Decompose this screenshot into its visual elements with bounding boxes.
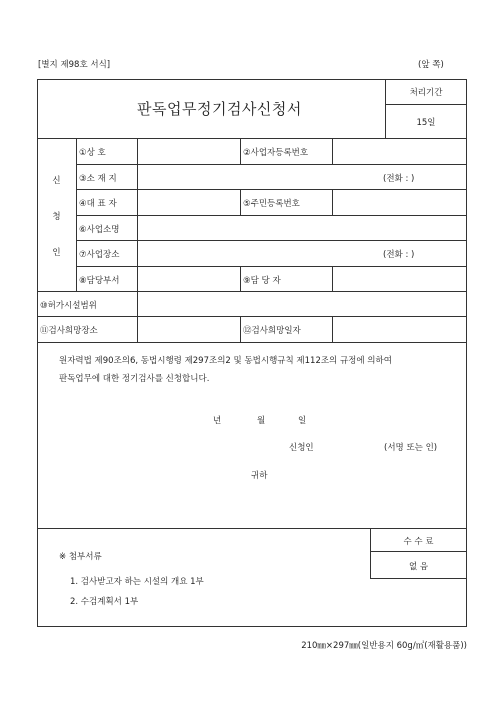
recipient-label: 귀하 [251,471,268,481]
attachment-item: 2. 수검계획서 1부 [70,597,139,607]
address-field[interactable] [138,165,466,188]
representative-field[interactable] [138,190,239,214]
business-reg-number-field[interactable] [333,139,466,163]
department-field[interactable] [138,267,239,290]
representative-label: ④대 표 자 [79,199,117,209]
facility-scope-label: ⑩허가시설범위 [40,301,97,311]
phone-label: (전화 : ) [383,250,415,260]
divider [240,189,241,215]
inspection-date-field[interactable] [333,317,466,341]
form-number-label: [별지 제98호 서식] [38,60,111,70]
applicant-group-char: 청 [52,212,61,222]
divider [76,138,77,291]
manager-label: ⑨담 당 자 [243,276,281,286]
statement-text-line: 판독업무에 대한 정기검사를 신청합니다. [59,374,210,384]
divider [240,138,241,164]
statement-text-line: 원자력법 제90조의6, 동법시행령 제297조의2 및 동법시행규칙 제112조의 규정에 의하여 [59,356,392,366]
processing-period-value: 15일 [416,118,436,128]
divider [37,528,467,529]
business-place-label: ⑦사업장소 [79,250,120,260]
signature-instruction: (서명 또는 인) [384,443,438,453]
address-label: ③소 재 지 [79,174,117,184]
divider [385,104,467,105]
applicant-signature-label: 신청인 [289,443,314,453]
department-label: ⑧담당부서 [79,276,120,286]
fee-value: 없 음 [408,562,429,572]
attachment-item: 1. 검사받고자 하는 시설의 개요 1부 [70,577,204,587]
facility-scope-field[interactable] [138,292,466,315]
applicant-group-char: 신 [52,176,61,186]
inspection-place-field[interactable] [138,317,239,341]
office-name-field[interactable] [138,216,466,239]
company-name-field[interactable] [138,139,239,163]
attachments-title: ※ 첨부서류 [59,552,102,562]
inspection-place-label: ⑪검사희망장소 [40,326,98,336]
divider [240,316,241,342]
inspection-date-label: ⑫검사희망일자 [243,326,301,336]
form-title: 판독업무정기검사신청서 [137,100,302,118]
business-reg-number-label: ②사업자등록번호 [243,148,309,158]
manager-field[interactable] [333,267,466,290]
business-place-field[interactable] [138,241,466,265]
resident-reg-number-field[interactable] [333,190,466,214]
date-year-label: 년 [213,416,222,426]
page-side-label: (앞 쪽) [418,60,444,70]
company-name-label: ①상 호 [79,148,106,158]
fee-label: 수 수 료 [403,537,434,547]
applicant-group-char: 인 [52,248,61,258]
date-month-label: 월 [257,416,266,426]
divider [370,578,467,579]
processing-period-label: 처리기간 [409,88,443,98]
resident-reg-number-label: ⑤주민등록번호 [243,199,300,209]
date-day-label: 일 [298,416,307,426]
divider [240,266,241,291]
divider [37,342,467,343]
phone-label: (전화 : ) [383,174,415,184]
paper-spec-label: 210㎜×297㎜(일반용지 60g/㎡(재활용품)) [301,641,467,651]
divider [370,551,467,552]
office-name-label: ⑥사업소명 [79,225,120,235]
